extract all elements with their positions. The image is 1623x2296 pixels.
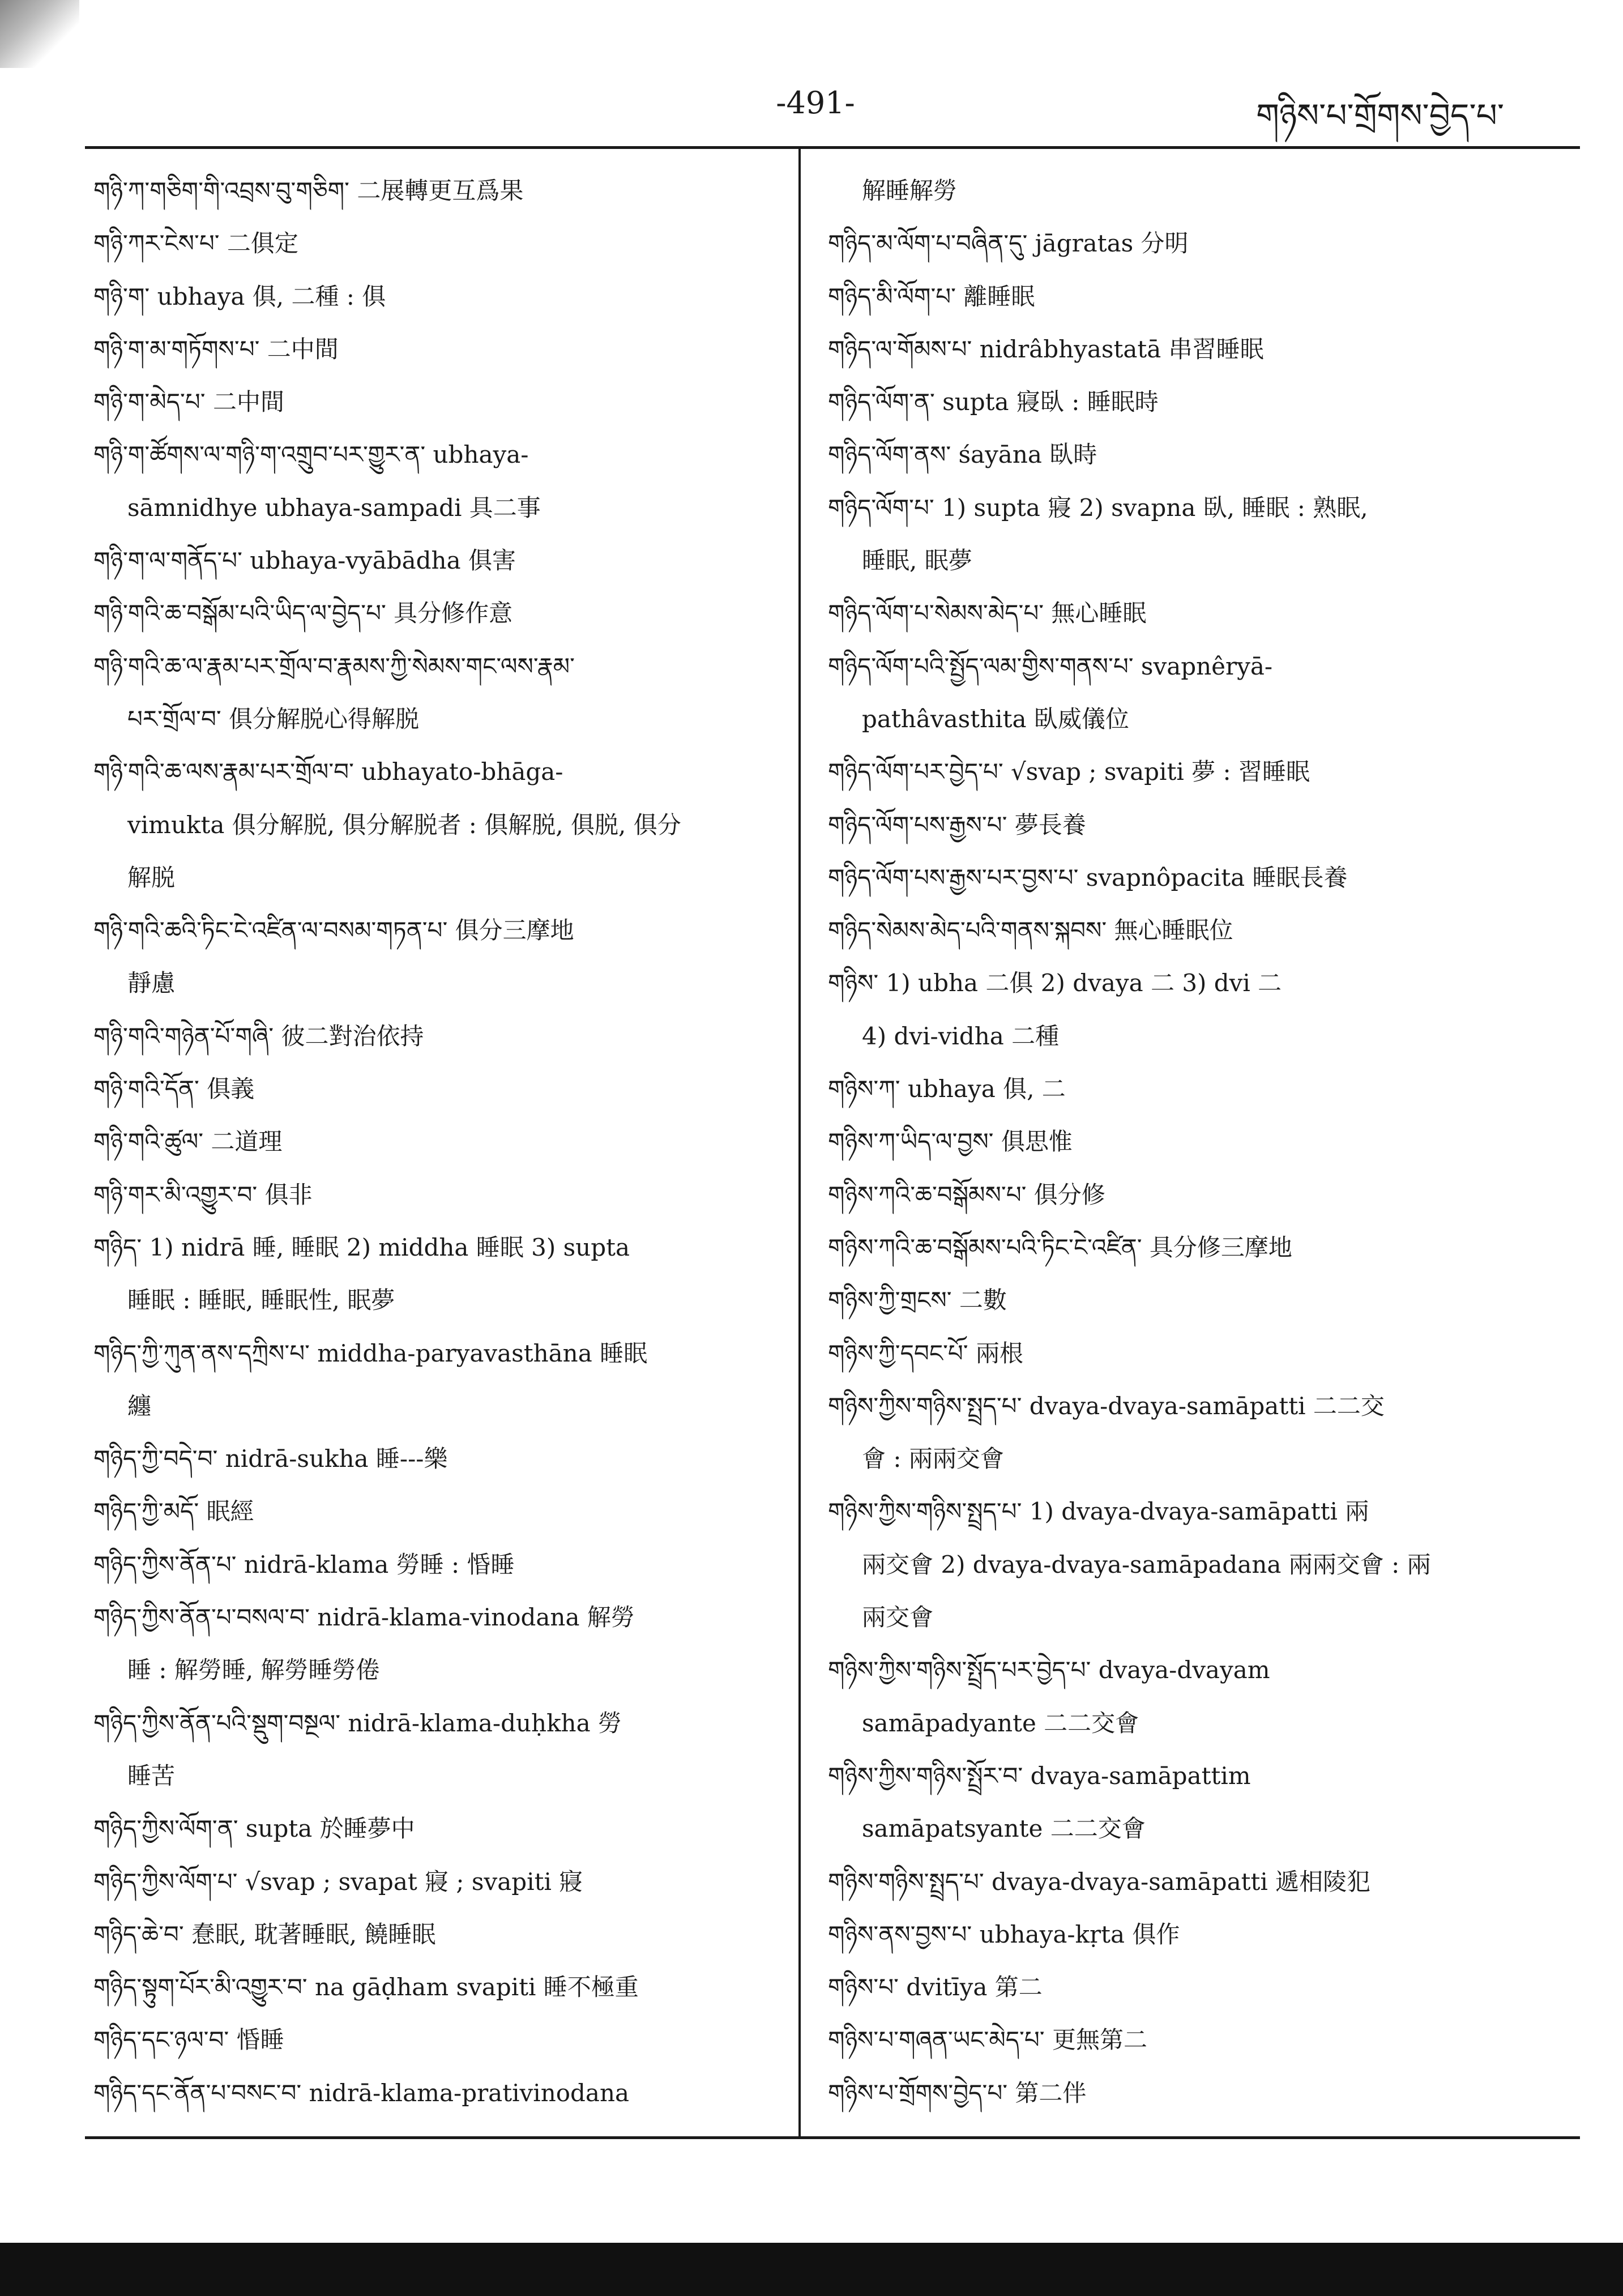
entry-line: གཉིད་ 1) nidrā 睡, 睡眠 2) middha 睡眠 3) supta	[93, 1233, 630, 1261]
entry-line: གཉིད་ཀྱིས་ནོན་པ་ nidrā-klama 勞睡 : 惛睡	[93, 1550, 515, 1578]
entry-line: 睡眠 : 睡眠, 睡眠性, 眠夢	[127, 1286, 395, 1315]
entry-line: གཉིད་ལོག་ན་ supta 寢臥 : 睡眠時	[828, 388, 1159, 416]
entry-line: vimukta 俱分解脱, 俱分解脱者 : 俱解脱, 俱脱, 俱分	[127, 810, 681, 839]
entry-line: གཉིད་ལོག་པའི་སྤྱོད་ལམ་གྱིས་གནས་པ་ svapnêryā-	[828, 652, 1273, 680]
entry-line: པར་གྲོལ་བ་ 俱分解脱心得解脱	[127, 705, 420, 733]
entry-line: གཉིད་ཀྱིས་ལོག་ན་ supta 於睡夢中	[93, 1815, 415, 1843]
entry-line: གཉིས་ནས་བྱས་པ་ ubhaya-kṛta 俱作	[828, 1920, 1180, 1948]
entry-line: གཉིད་ལ་གོམས་པ་ nidrâbhyastatā 串習睡眠	[828, 335, 1264, 363]
entry-line: གཉིད་སྟུག་པོར་མི་འགྱུར་བ་ na gāḍham svapiti 睡不極重	[93, 1973, 639, 2001]
entry-line: གཉིས་ཀའི་ཆ་བསྒོམས་པ་ 俱分修	[828, 1180, 1105, 1209]
entry-line: གཉི་ཀར་ངེས་པ་ 二俱定	[93, 229, 298, 258]
entry-line: 4) dvi-vidha 二種	[862, 1022, 1060, 1050]
entry-line: samāpatsyante 二二交會	[862, 1815, 1146, 1843]
entry-line: གཉི་ཀ་གཅིག་གི་འབྲས་བུ་གཅིག་ 二展轉更互爲果	[93, 177, 524, 204]
entry-line: གཉི་གའི་ཆའི་ཏིང་ངེ་འཛིན་ལ་བསམ་གཏན་པ་ 俱分三摩地	[93, 916, 574, 945]
entry-line: གཉིས་པ་ dvitīya 第二	[828, 1973, 1043, 2001]
scan-bottom-band	[0, 2243, 1623, 2296]
entry-line: གཉིས་ཀྱིས་གཉིས་སྤྲོད་པར་བྱེད་པ་ dvaya-dvayam	[828, 1656, 1270, 1684]
entry-line: གཉིད་ཀྱི་བདེ་བ་ nidrā-sukha 睡---樂	[93, 1445, 448, 1473]
entry-line: sāmnidhye ubhaya-sampadi 具二事	[127, 493, 541, 522]
entry-line: 睡苦	[127, 1761, 176, 1790]
entry-line: གཉིས་ཀ་ ubhaya 俱, 二	[828, 1075, 1066, 1103]
entry-line: pathâvasthita 臥威儀位	[862, 705, 1129, 733]
entry-line: གཉིད་དང་ཉལ་བ་ 惛睡	[93, 2026, 284, 2054]
entry-line: གཉི་གའི་དོན་ 俱義	[93, 1075, 255, 1103]
entry-line: གཉིས་ཀྱིས་གཉིས་སྤྲད་པ་ 1) dvaya-dvaya-samāpatti 兩	[828, 1497, 1369, 1526]
entry-line: 會 : 兩兩交會	[862, 1445, 1004, 1473]
entry-line: གཉིད་ལོག་པས་རྒྱས་པར་བྱས་པ་ svapnôpacita 睡眠長養	[828, 863, 1348, 891]
entry-line: 兩交會 2) dvaya-dvaya-samāpadana 兩兩交會 : 兩	[862, 1550, 1431, 1578]
entry-line: གཉིས་ཀྱི་གྲངས་ 二數	[828, 1286, 1007, 1315]
entry-line: 睡眠, 眠夢	[862, 547, 972, 575]
entry-line: གཉི་གའི་ཚུལ་ 二道理	[93, 1128, 283, 1156]
entry-line: གཉིད་སེམས་མེད་པའི་གནས་སྐབས་ 無心睡眠位	[828, 916, 1233, 945]
left-column	[93, 164, 801, 2119]
entry-line: 纏	[127, 1392, 152, 1420]
entry-line: གཉིད་མི་ལོག་པ་ 離睡眠	[828, 282, 1035, 310]
entry-line: གཉིད་ལོག་པར་བྱེད་པ་ √svap ; svapiti 夢 : 習睡眠	[828, 758, 1310, 786]
entry-line: གཉི་གར་མི་འགྱུར་བ་ 俱非	[93, 1180, 313, 1209]
entry-line: གཉི་གའི་ཆ་ལས་རྣམ་པར་གྲོལ་བ་ ubhayato-bhāga-	[93, 758, 563, 786]
entry-line: གཉི་ག་ལ་གནོད་པ་ ubhaya-vyābādha 俱害	[93, 547, 516, 575]
entry-line: གཉིད་ཀྱིས་ནོན་པའི་སྡུག་བསྔལ་ nidrā-klama-duḥkha 勞	[93, 1709, 622, 1737]
entry-line: གཉིད་ཆེ་བ་ 惷眠, 耽著睡眠, 饒睡眠	[93, 1920, 436, 1948]
entry-line: གཉིད་དང་ནོན་པ་བསང་བ་ nidrā-klama-prativinodana	[93, 2079, 630, 2107]
entry-line: གཉིད་ཀྱི་མདོ་ 眠經	[93, 1497, 254, 1526]
entry-line: གཉིས་ཀྱིས་གཉིས་སྤྲད་པ་ dvaya-dvaya-samāpatti 二二交	[828, 1392, 1385, 1420]
entry-line: གཉི་ག་མེད་པ་ 二中間	[93, 388, 284, 416]
scan-edge-mark	[0, 0, 79, 68]
entry-line: གཉི་ག་ཚོགས་ལ་གཉི་ག་འགྲུབ་པར་གྱུར་ན་ ubhaya-	[93, 441, 529, 469]
entry-line: གཉིས་གཉིས་སྤྲད་པ་ dvaya-dvaya-samāpatti 遞相陵犯	[828, 1867, 1371, 1896]
entry-line: གཉིས་པ་གྲོགས་བྱེད་པ་ 第二伴	[828, 2079, 1087, 2107]
entry-line: གཉིད་ལོག་ནས་ śayāna 臥時	[828, 441, 1097, 469]
entry-line: གཉིད་ཀྱིས་ནོན་པ་བསལ་བ་ nidrā-klama-vinodana 解勞	[93, 1603, 635, 1632]
entry-line: samāpadyante 二二交會	[862, 1709, 1139, 1737]
entry-line: 解睡解勞	[862, 177, 958, 204]
entry-line: གཉིད་ལོག་པས་རྒྱས་པ་ 夢長養	[828, 810, 1086, 839]
entry-line: གཉི་གའི་གཉེན་པོ་གཞི་ 彼二對治依持	[93, 1022, 424, 1050]
entry-line: 靜慮	[127, 969, 176, 997]
entry-line: གཉི་ག་མ་གཏོགས་པ་ 二中間	[93, 335, 339, 363]
entry-line: གཉིད་ཀྱི་ཀུན་ནས་དཀྲིས་པ་ middha-paryavasthāna 睡眠	[93, 1339, 648, 1367]
page-number: -491-	[776, 85, 855, 121]
entry-line: གཉིད་མ་ལོག་པ་བཞིན་དུ་ jāgratas 分明	[828, 229, 1189, 258]
entry-line: གཉིས་ 1) ubha 二俱 2) dvaya 二 3) dvi 二	[828, 969, 1282, 997]
entry-line: གཉི་ག་ ubhaya 俱, 二種 : 俱	[93, 282, 386, 310]
entry-line: གཉིས་ཀ་ཡིད་ལ་བྱས་ 俱思惟	[828, 1128, 1073, 1156]
entry-line: གཉི་གའི་ཆ་བསྒོམ་པའི་ཡིད་ལ་བྱེད་པ་ 具分修作意	[93, 599, 513, 628]
entry-line: གཉིས་ཀའི་ཆ་བསྒོམས་པའི་ཏིང་ངེ་འཛིན་ 具分修三摩地	[828, 1233, 1292, 1261]
entry-line: གཉིས་པ་གཞན་ཡང་མེད་པ་ 更無第二	[828, 2026, 1147, 2054]
entry-line: 兩交會	[862, 1603, 934, 1632]
top-rule	[85, 146, 1580, 149]
entry-line: གཉིད་ལོག་པ་ 1) supta 寢 2) svapna 臥, 睡眠 : 熟眠,	[828, 493, 1368, 522]
entry-line: གཉིད་ལོག་པ་སེམས་མེད་པ་ 無心睡眠	[828, 599, 1147, 628]
entry-line: 睡 : 解勞睡, 解勞睡勞倦	[127, 1656, 380, 1684]
running-head: གཉིས་པ་གྲོགས་བྱེད་པ་	[1256, 96, 1504, 135]
entry-line: གཉི་གའི་ཆ་ལ་རྣམ་པར་གྲོལ་བ་རྣམས་ཀྱི་སེམས་གང་ལས་རྣམ་	[93, 652, 575, 680]
entry-line: གཉིད་ཀྱིས་ལོག་པ་ √svap ; svapat 寢 ; svapiti 寢	[93, 1867, 583, 1896]
bottom-rule	[85, 2136, 1580, 2139]
entry-line: 解脱	[127, 863, 176, 891]
entry-line: གཉིས་ཀྱི་དབང་པོ་ 兩根	[828, 1339, 1023, 1367]
right-column	[828, 164, 1536, 2119]
entry-line: གཉིས་ཀྱིས་གཉིས་སྤྲོར་བ་ dvaya-samāpattim	[828, 1761, 1251, 1790]
